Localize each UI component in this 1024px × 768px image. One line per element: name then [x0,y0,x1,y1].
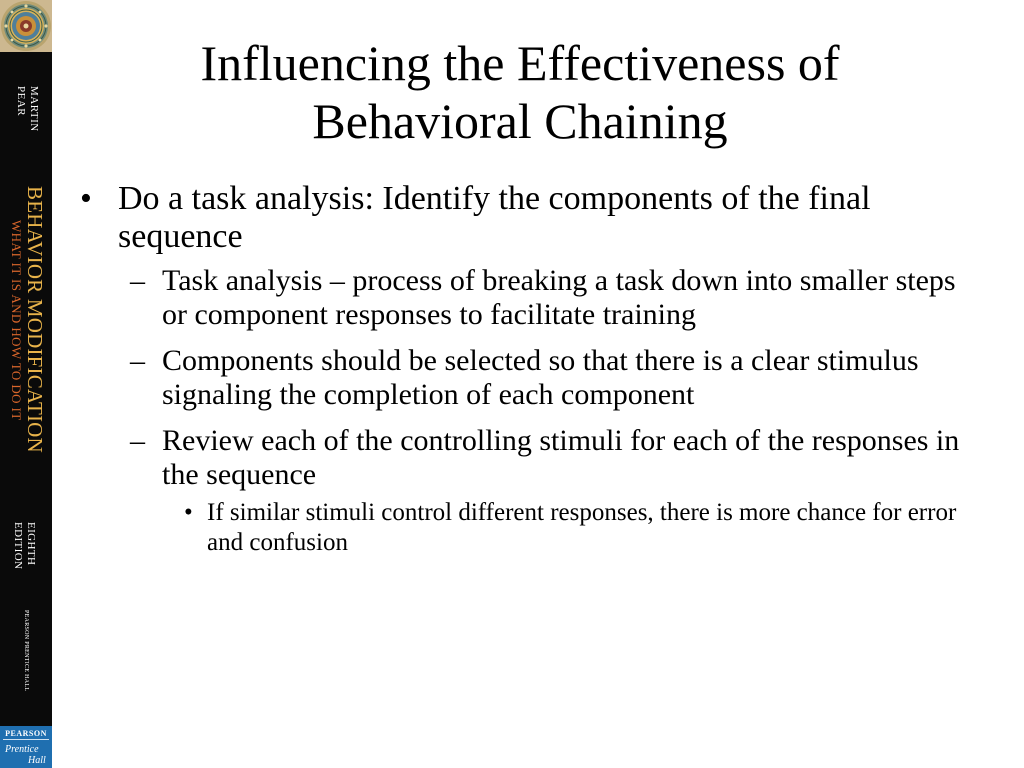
slide-title-line-2: Behavioral Chaining [312,93,728,149]
spine-author-2: PEAR [15,86,27,117]
dash-marker: – [130,264,145,297]
bullet-marker: • [184,499,193,526]
spine-book-subtitle: WHAT IT IS AND HOW TO DO IT [9,220,24,421]
spine-edition-line-2: EDITION [12,522,24,570]
mandala-art-icon [0,0,52,52]
sub-bullet-text: Task analysis – process of breaking a task down into smaller steps or component responses to facilitate training [162,264,956,331]
bullet-item [80,180,985,256]
book-spine-sidebar [0,0,52,768]
spine-edition-line-1: EIGHTH [25,522,37,566]
spine-authors [14,86,40,132]
sub-sub-bullet-text: If similar stimuli control different responses, there is more chance for error and confusion [207,499,957,556]
slide-title [60,34,980,150]
bullet-text: Do a task analysis: Identify the components of the final sequence [118,180,871,255]
logo-line-1: Prentice [5,744,39,755]
spine-edition [11,522,37,569]
spine-publisher: PEARSON PRENTICE HALL [23,610,29,692]
sub-bullet-item [80,424,985,492]
sub-sub-bullet-item [80,498,985,558]
sub-bullet-text: Components should be selected so that there is a clear stimulus signaling the completion of each component [162,344,919,411]
sub-bullet-item [80,264,985,332]
spine-author-1: MARTIN [28,86,40,132]
bullet-marker: • [80,180,92,217]
sub-bullet-item [80,344,985,412]
logo-line-2: Hall [28,755,46,766]
dash-marker: – [130,424,145,457]
logo-brand: PEARSON [3,726,49,740]
dash-marker: – [130,344,145,377]
sub-bullet-text: Review each of the controlling stimuli for each of the responses in the sequence [162,424,960,491]
pearson-prentice-hall-logo [0,726,52,768]
slide-body [80,180,985,558]
spine-book-title: BEHAVIOR MODIFICATION [23,186,47,453]
slide-title-line-1: Influencing the Effectiveness of [200,35,840,91]
